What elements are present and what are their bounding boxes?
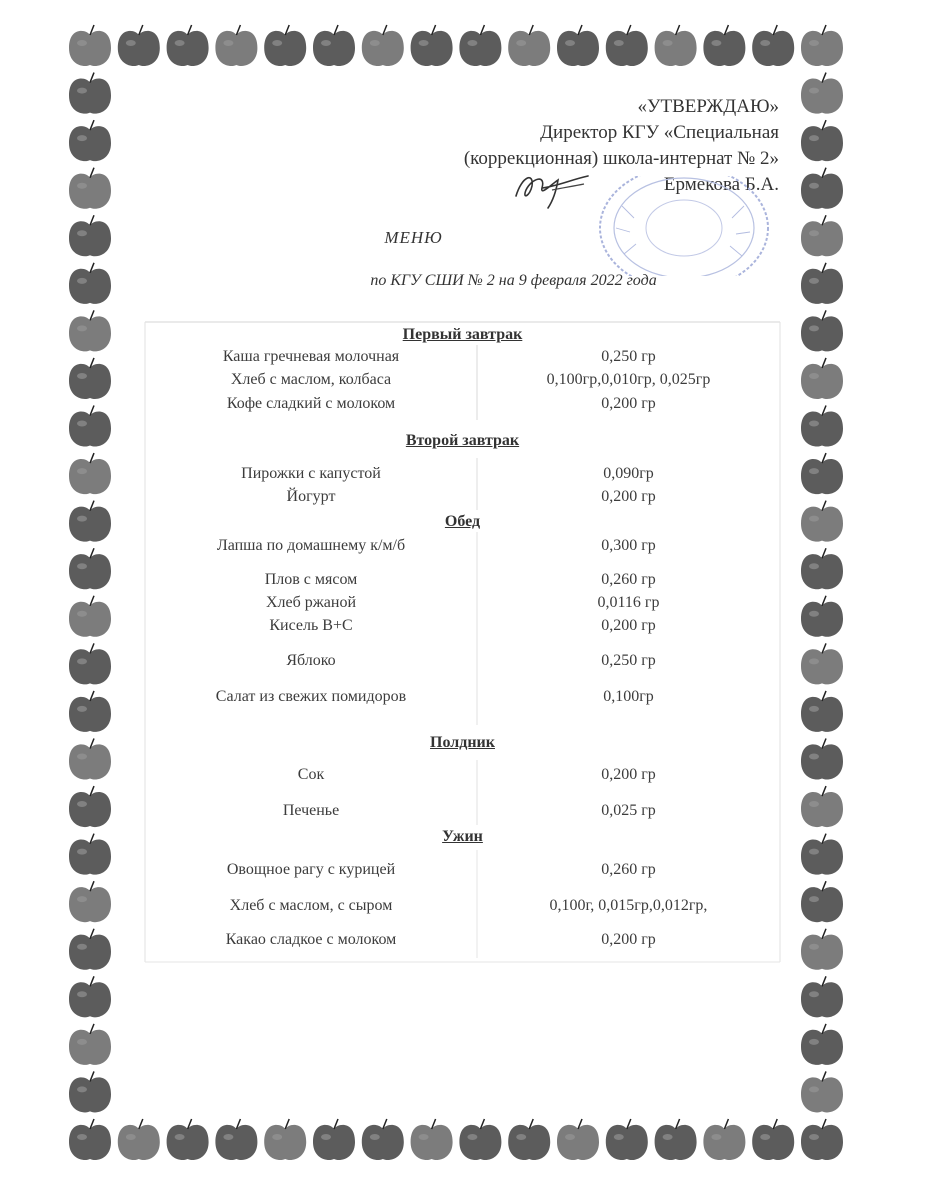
apple-icon <box>801 358 843 399</box>
director-name: Ермекова Б.А. <box>663 174 779 195</box>
apple-icon <box>69 120 111 161</box>
apple-icon <box>703 25 745 66</box>
stamp-seal-icon <box>594 176 770 276</box>
dish-quantity: 0,100гр <box>603 688 654 705</box>
dish-name: Хлеб с маслом, колбаса <box>230 371 392 388</box>
apple-icon <box>703 1119 745 1160</box>
apple-icon <box>801 976 843 1017</box>
apple-icon <box>69 501 111 542</box>
menu-row <box>145 571 780 593</box>
dish-name: Хлеб с маслом, с сыром <box>229 897 393 914</box>
apple-icon <box>459 25 501 66</box>
dish-name: Салат из свежих помидоров <box>215 688 407 705</box>
dish-name: Каша гречневая молочная <box>222 348 400 365</box>
dish-quantity: 0,200 гр <box>601 766 656 783</box>
menu-row <box>145 594 780 616</box>
director-position-line1: Директор КГУ «Специальная <box>540 122 779 143</box>
dish-name: Яблоко <box>286 652 336 669</box>
dish-quantity: 0,260 гр <box>601 861 656 878</box>
section-title-breakfast2: Второй завтрак <box>405 432 520 449</box>
apple-icon <box>801 168 843 209</box>
apple-icon <box>801 1024 843 1065</box>
menu-row <box>145 488 780 510</box>
apple-icon <box>69 73 111 114</box>
apple-icon <box>801 73 843 114</box>
apple-icon <box>69 786 111 827</box>
apple-icon <box>606 25 648 66</box>
apple-icon <box>801 881 843 922</box>
apple-icon <box>752 25 794 66</box>
dish-quantity: 0,200 гр <box>601 617 656 634</box>
apple-icon <box>655 1119 697 1160</box>
apple-icon <box>801 929 843 970</box>
apple-icon <box>801 406 843 447</box>
dish-quantity: 0,250 гр <box>601 348 656 365</box>
apple-icon <box>801 453 843 494</box>
approve-label: «УТВЕРЖДАЮ» <box>637 96 779 117</box>
apple-icon <box>801 596 843 637</box>
apple-icon <box>655 25 697 66</box>
menu-row <box>145 931 780 953</box>
apple-icon <box>69 1024 111 1065</box>
dish-name: Какао сладкое с молоком <box>225 931 397 948</box>
apple-icon <box>801 310 843 351</box>
apple-icon <box>215 25 257 66</box>
menu-row <box>145 537 780 559</box>
dish-name: Йогурт <box>286 488 336 505</box>
apple-icon <box>69 168 111 209</box>
dish-quantity: 0,260 гр <box>601 571 656 588</box>
dish-name: Печенье <box>282 802 340 819</box>
menu-row <box>145 802 780 824</box>
menu-row <box>145 617 780 639</box>
dish-name: Хлеб ржаной <box>265 594 357 611</box>
apple-icon <box>801 25 843 66</box>
dish-quantity: 0,250 гр <box>601 652 656 669</box>
apple-icon <box>69 834 111 875</box>
dish-quantity: 0,200 гр <box>601 488 656 505</box>
menu-row <box>145 688 780 710</box>
apple-icon <box>69 1071 111 1112</box>
apple-icon <box>69 929 111 970</box>
menu-row <box>145 348 780 370</box>
apple-icon <box>69 881 111 922</box>
apple-icon <box>411 25 453 66</box>
dish-name: Плов с мясом <box>264 571 358 588</box>
apple-icon <box>411 1119 453 1160</box>
apple-icon <box>264 1119 306 1160</box>
menu-row <box>145 766 780 788</box>
apple-icon <box>313 1119 355 1160</box>
apple-icon <box>508 25 550 66</box>
menu-row <box>145 897 780 919</box>
apple-icon <box>69 1119 111 1160</box>
apple-icon <box>118 1119 160 1160</box>
menu-subtitle: по КГУ СШИ № 2 на 9 февраля 2022 года <box>370 272 657 289</box>
apple-icon <box>69 691 111 732</box>
dish-name: Пирожки с капустой <box>241 465 381 482</box>
apple-icon <box>606 1119 648 1160</box>
menu-row <box>145 861 780 883</box>
menu-row <box>145 465 780 487</box>
apple-icon <box>508 1119 550 1160</box>
section-title-snack: Полдник <box>430 734 495 751</box>
dish-name: Кисель В+С <box>269 617 353 634</box>
dish-name: Лапша по домашнему к/м/б <box>216 537 406 554</box>
apple-icon <box>167 25 209 66</box>
apple-icon <box>69 453 111 494</box>
signature-icon <box>512 166 592 210</box>
dish-quantity: 0,300 гр <box>601 537 656 554</box>
dish-name: Овощное рагу с курицей <box>226 861 396 878</box>
dish-name: Кофе сладкий с молоком <box>226 395 396 412</box>
apple-icon <box>69 358 111 399</box>
apple-icon <box>69 406 111 447</box>
apple-icon <box>264 25 306 66</box>
apple-icon <box>69 976 111 1017</box>
apple-icon <box>69 25 111 66</box>
apple-icon <box>118 25 160 66</box>
apple-icon <box>801 643 843 684</box>
apple-icon <box>69 596 111 637</box>
dish-quantity: 0,100гр,0,010гр, 0,025гр <box>546 371 711 388</box>
apple-icon <box>801 120 843 161</box>
dish-quantity: 0,200 гр <box>601 931 656 948</box>
apple-icon <box>69 310 111 351</box>
dish-quantity: 0,025 гр <box>601 802 656 819</box>
section-title-dinner: Ужин <box>442 828 483 845</box>
apple-icon <box>801 1071 843 1112</box>
apple-icon <box>167 1119 209 1160</box>
apple-icon <box>801 738 843 779</box>
section-title-breakfast1: Первый завтрак <box>402 326 523 343</box>
menu-row <box>145 652 780 674</box>
apple-icon <box>801 548 843 589</box>
apple-icon <box>801 501 843 542</box>
apple-icon <box>69 738 111 779</box>
apple-icon <box>362 1119 404 1160</box>
apple-icon <box>801 691 843 732</box>
dish-quantity: 0,200 гр <box>601 395 656 412</box>
apple-icon <box>557 1119 599 1160</box>
menu-row <box>145 371 780 393</box>
section-title-lunch: Обед <box>444 513 481 530</box>
apple-icon <box>69 548 111 589</box>
apple-icon <box>313 25 355 66</box>
apple-icon <box>459 1119 501 1160</box>
apple-icon <box>362 25 404 66</box>
menu-title: МЕНЮ <box>384 228 443 247</box>
menu-row <box>145 395 780 417</box>
dish-quantity: 0,0116 гр <box>597 594 660 611</box>
apple-icon <box>557 25 599 66</box>
apple-icon <box>215 1119 257 1160</box>
apple-icon <box>801 786 843 827</box>
apple-icon <box>801 1119 843 1160</box>
dish-quantity: 0,090гр <box>603 465 654 482</box>
apple-icon <box>69 643 111 684</box>
dish-name: Сок <box>297 766 325 783</box>
director-position-line2: (коррекционная) школа-интернат № 2» <box>463 148 779 169</box>
apple-icon <box>801 834 843 875</box>
dish-quantity: 0,100г, 0,015гр,0,012гр, <box>549 897 708 914</box>
apple-icon <box>752 1119 794 1160</box>
